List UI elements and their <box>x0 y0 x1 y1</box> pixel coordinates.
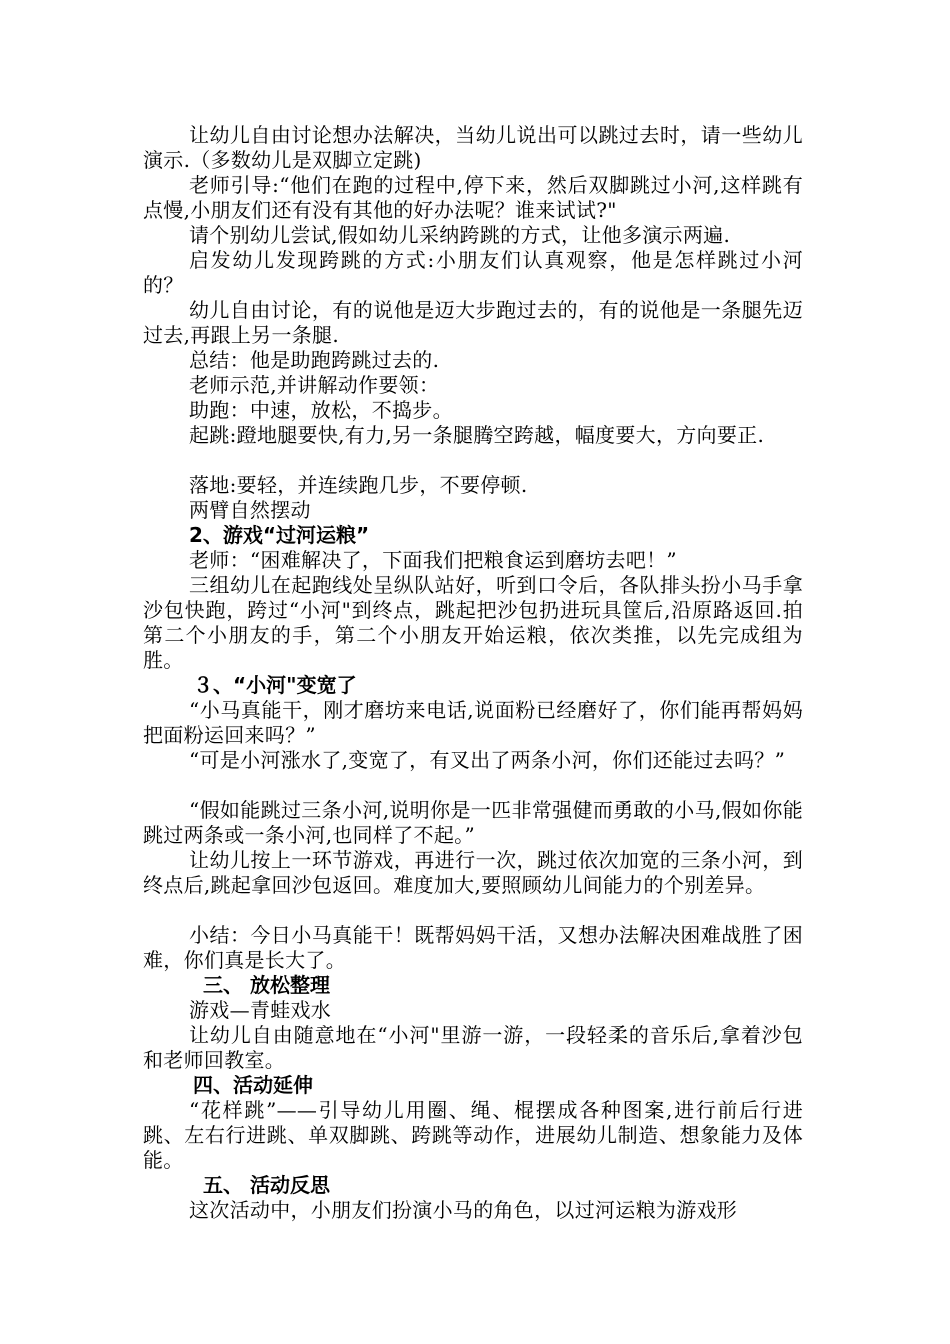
section-heading: ３、“小河"变宽了 <box>193 673 357 697</box>
paragraph: 小结：今日小马真能干！既帮妈妈干活，又想办法解决困难战胜了困难，你们真是长大了。 <box>143 923 803 972</box>
paragraph: 老师：“困难解决了，下面我们把粮食运到磨坊去吧！” <box>189 548 677 572</box>
paragraph: 起跳:蹬地腿要快,有力,另一条腿腾空跨越，幅度要大，方向要正. <box>189 423 765 447</box>
paragraph: 老师示范,并讲解动作要领： <box>189 373 440 397</box>
section-heading: 五、 活动反思 <box>203 1173 330 1197</box>
section-heading: 2、游戏“过河运粮” <box>189 523 370 547</box>
paragraph: 游戏—青蛙戏水 <box>189 998 332 1022</box>
paragraph: “可是小河涨水了,变宽了，有叉出了两条小河，你们还能过去吗？” <box>189 748 786 772</box>
paragraph: 请个别幼儿尝试,假如幼儿采纳跨跳的方式，让他多演示两遍. <box>189 223 731 247</box>
section-heading: 三、 放松整理 <box>203 973 330 997</box>
paragraph: “假如能跳过三条小河,说明你是一匹非常强健而勇敢的小马,假如你能跳过两条或一条小河,也同样了不起。” <box>143 798 803 847</box>
paragraph: 这次活动中，小朋友们扮演小马的角色，以过河运粮为游戏形 <box>189 1198 738 1222</box>
paragraph: “花样跳”——引导幼儿用圈、绳、棍摆成各种图案,进行前后行进跳、左右行进跳、单双脚跳、跨跳等动作，进展幼儿制造、想象能力及体能。 <box>143 1098 803 1172</box>
paragraph: 落地:要轻，并连续跑几步，不要停顿. <box>189 473 528 497</box>
paragraph: 两臂自然摆动 <box>189 498 311 522</box>
paragraph: 让幼儿按上一环节游戏，再进行一次，跳过依次加宽的三条小河，到终点后,跳起拿回沙包返回。难度加大,要照顾幼儿间能力的个别差异。 <box>143 848 803 897</box>
paragraph: 总结：他是助跑跨跳过去的. <box>189 348 440 372</box>
paragraph: 老师引导:“他们在跑的过程中,停下来，然后双脚跳过小河,这样跳有点慢,小朋友们还有没有其他的好办法呢？谁来试试?" <box>143 173 803 222</box>
paragraph: “小马真能干，刚才磨坊来电话,说面粉已经磨好了，你们能再帮妈妈把面粉运回来吗？” <box>143 698 803 747</box>
paragraph: 让幼儿自由讨论想办法解决，当幼儿说出可以跳过去时，请一些幼儿演示.（多数幼儿是双脚立定跳) <box>143 123 803 172</box>
paragraph: 幼儿自由讨论，有的说他是迈大步跑过去的，有的说他是一条腿先迈过去,再跟上另一条腿. <box>143 298 803 347</box>
paragraph: 三组幼儿在起跑线处呈纵队站好，听到口令后，各队排头扮小马手拿沙包快跑，跨过“小河"到终点，跳起把沙包扔进玩具筐后,沿原路返回.拍第二个小朋友的手，第二个小朋友开始运粮，依次类推，以先完成组为胜。 <box>143 573 803 672</box>
paragraph: 让幼儿自由随意地在“小河"里游一游，一段轻柔的音乐后,拿着沙包和老师回教室。 <box>143 1023 803 1072</box>
paragraph: 助跑：中速，放松，不捣步。 <box>189 398 453 422</box>
paragraph: 启发幼儿发现跨跳的方式:小朋友们认真观察，他是怎样跳过小河的？ <box>143 248 803 297</box>
section-heading: 四、活动延伸 <box>193 1073 313 1097</box>
